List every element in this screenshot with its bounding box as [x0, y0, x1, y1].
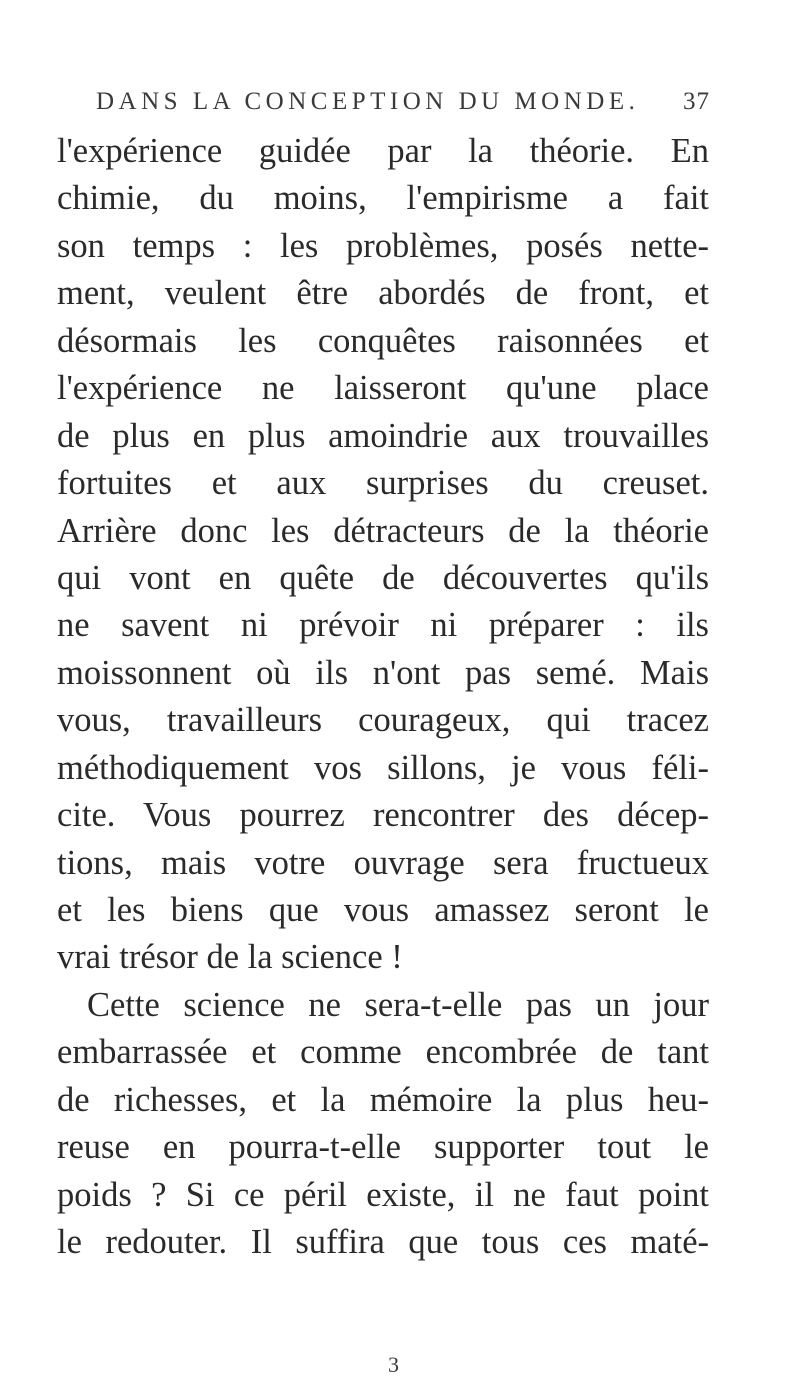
text-line: tions, mais votre ouvrage sera fructueux [57, 843, 709, 882]
paragraph-start-line: Cette science ne sera-t-elle pas un jour [87, 985, 709, 1024]
running-head [96, 84, 710, 120]
text-line: ment, veulent être abordés de front, et [57, 274, 709, 313]
text-line: désormais les conquêtes raisonnées et [57, 321, 709, 360]
text-line: méthodiquement vos sillons, je vous féli- [57, 748, 709, 787]
text-line: poids ? Si ce péril existe, il ne faut point [57, 1175, 709, 1214]
text-line: Arrière donc les détracteurs de la théorie [57, 511, 709, 550]
body-text [57, 128, 709, 1267]
text-line: vous, travailleurs courageux, qui tracez [57, 701, 709, 740]
text-line: son temps : les problèmes, posés nette- [57, 226, 709, 265]
text-line: reuse en pourra-t-elle supporter tout le [57, 1128, 709, 1167]
text-line: embarrassée et comme encombrée de tant [57, 1033, 709, 1072]
text-line: le redouter. Il suffira que tous ces maté- [57, 1223, 709, 1262]
paragraph-end-line: vrai trésor de la science ! [57, 938, 403, 977]
text-line: ne savent ni prévoir ni préparer : ils [57, 606, 709, 645]
page-number: 37 [683, 88, 710, 115]
text-line: qui vont en quête de découvertes qu'ils [57, 558, 709, 597]
text-line: moissonnent où ils n'ont pas semé. Mais [57, 653, 709, 692]
text-line: cite. Vous pourrez rencontrer des décep- [57, 796, 709, 835]
text-line: l'expérience guidée par la théorie. En [57, 132, 709, 170]
signature-mark: 3 [388, 1352, 399, 1377]
text-line: chimie, du moins, l'empirisme a fait [57, 179, 709, 218]
text-line: de richesses, et la mémoire la plus heu- [57, 1080, 709, 1119]
text-line: et les biens que vous amassez seront le [57, 891, 709, 929]
text-line: de plus en plus amoindrie aux trouvailles [57, 416, 709, 455]
text-line: l'expérience ne laisseront qu'une place [57, 369, 709, 408]
text-line: fortuites et aux surprises du creuset. [57, 464, 709, 503]
running-title: DANS LA CONCEPTION DU MONDE. [96, 88, 640, 115]
